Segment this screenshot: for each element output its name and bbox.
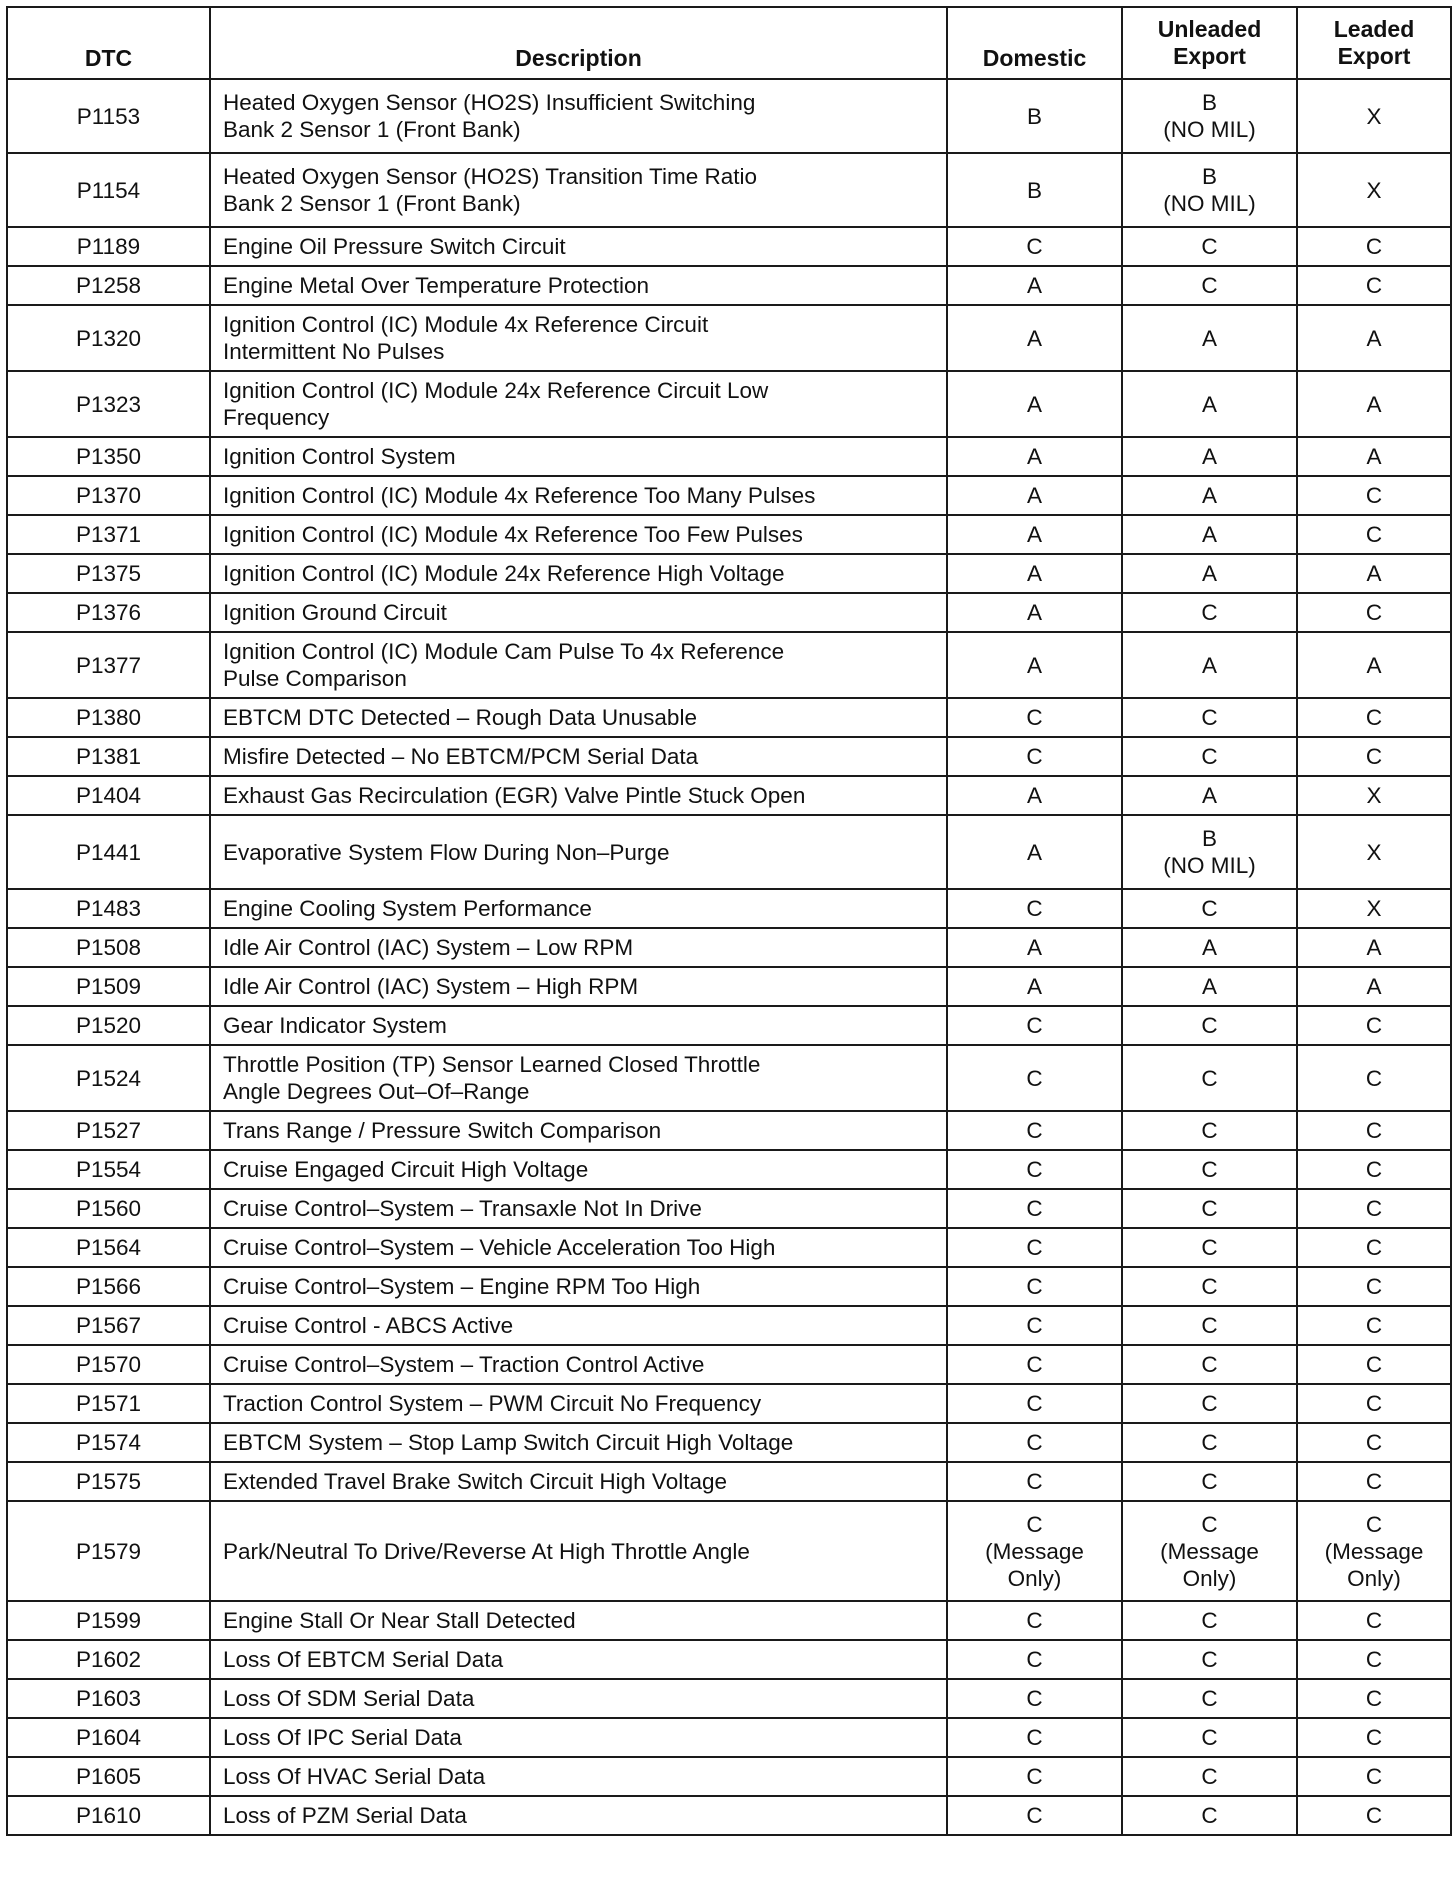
leaded-export-value: C — [1297, 515, 1451, 554]
table-row — [7, 815, 1451, 889]
dtc-code: P1380 — [7, 698, 210, 737]
dtc-description: Evaporative System Flow During Non–Purge — [210, 815, 947, 889]
unleaded-export-value: C — [1122, 1345, 1297, 1384]
unleaded-export-value: C — [1122, 1306, 1297, 1345]
dtc-description: Loss Of HVAC Serial Data — [210, 1757, 947, 1796]
unleaded-export-value: C — [1122, 737, 1297, 776]
dtc-code: P1579 — [7, 1501, 210, 1601]
dtc-description: Engine Stall Or Near Stall Detected — [210, 1601, 947, 1640]
header-leaded-export — [1297, 7, 1451, 79]
domestic-value: A — [947, 967, 1122, 1006]
dtc-description: Loss Of IPC Serial Data — [210, 1718, 947, 1757]
domestic-value: A — [947, 266, 1122, 305]
domestic-value: A — [947, 593, 1122, 632]
domestic-value: A — [947, 815, 1122, 889]
leaded-export-value: C — [1297, 1423, 1451, 1462]
header-dtc: DTC — [7, 7, 210, 79]
leaded-export-value: A — [1297, 967, 1451, 1006]
dtc-code: P1370 — [7, 476, 210, 515]
dtc-description: Extended Travel Brake Switch Circuit High Voltage — [210, 1462, 947, 1501]
unleaded-export-value: A — [1122, 632, 1297, 698]
table-row — [7, 437, 1451, 476]
dtc-description: Misfire Detected – No EBTCM/PCM Serial Data — [210, 737, 947, 776]
leaded-export-value: C — [1297, 1640, 1451, 1679]
leaded-export-value: C — [1297, 227, 1451, 266]
unleaded-export-value: B (NO MIL) — [1122, 815, 1297, 889]
header-domestic: Domestic — [947, 7, 1122, 79]
table-row — [7, 371, 1451, 437]
unleaded-export-value: A — [1122, 305, 1297, 371]
table-row — [7, 1423, 1451, 1462]
table-row — [7, 928, 1451, 967]
table-row — [7, 632, 1451, 698]
table-row — [7, 1111, 1451, 1150]
table-row — [7, 967, 1451, 1006]
dtc-table-page — [6, 6, 1450, 1836]
table-row — [7, 1679, 1451, 1718]
leaded-export-value: C — [1297, 593, 1451, 632]
unleaded-export-value: C — [1122, 1045, 1297, 1111]
table-row — [7, 1228, 1451, 1267]
table-row — [7, 593, 1451, 632]
leaded-export-value: A — [1297, 632, 1451, 698]
dtc-description: Cruise Control - ABCS Active — [210, 1306, 947, 1345]
dtc-code: P1377 — [7, 632, 210, 698]
header-row — [7, 7, 1451, 79]
table-row — [7, 698, 1451, 737]
dtc-code: P1574 — [7, 1423, 210, 1462]
unleaded-export-value: A — [1122, 554, 1297, 593]
header-leaded-line1: Leaded — [1333, 16, 1415, 42]
domestic-value: A — [947, 928, 1122, 967]
leaded-export-value: X — [1297, 889, 1451, 928]
domestic-value: C — [947, 1718, 1122, 1757]
unleaded-export-value: C — [1122, 1640, 1297, 1679]
leaded-export-value: C — [1297, 1228, 1451, 1267]
dtc-code: P1323 — [7, 371, 210, 437]
table-row — [7, 476, 1451, 515]
dtc-description: Cruise Engaged Circuit High Voltage — [210, 1150, 947, 1189]
dtc-description: Exhaust Gas Recirculation (EGR) Valve Pintle Stuck Open — [210, 776, 947, 815]
unleaded-export-value: A — [1122, 476, 1297, 515]
leaded-export-value: C — [1297, 1006, 1451, 1045]
dtc-code: P1610 — [7, 1796, 210, 1835]
dtc-description: Loss Of SDM Serial Data — [210, 1679, 947, 1718]
domestic-value: C — [947, 1640, 1122, 1679]
dtc-description: EBTCM DTC Detected – Rough Data Unusable — [210, 698, 947, 737]
leaded-export-value: C — [1297, 1150, 1451, 1189]
unleaded-export-value: C — [1122, 1189, 1297, 1228]
leaded-export-value: C — [1297, 737, 1451, 776]
dtc-description: Engine Metal Over Temperature Protection — [210, 266, 947, 305]
leaded-export-value: C — [1297, 698, 1451, 737]
domestic-value: A — [947, 305, 1122, 371]
dtc-description: Idle Air Control (IAC) System – High RPM — [210, 967, 947, 1006]
unleaded-export-value: C — [1122, 593, 1297, 632]
leaded-export-value: X — [1297, 79, 1451, 153]
dtc-description: Gear Indicator System — [210, 1006, 947, 1045]
dtc-code: P1527 — [7, 1111, 210, 1150]
dtc-code: P1602 — [7, 1640, 210, 1679]
table-row — [7, 1306, 1451, 1345]
table-row — [7, 266, 1451, 305]
table-row — [7, 1006, 1451, 1045]
dtc-code: P1570 — [7, 1345, 210, 1384]
header-unleaded-line2: Export — [1173, 43, 1246, 69]
domestic-value: C — [947, 1045, 1122, 1111]
dtc-code: P1483 — [7, 889, 210, 928]
dtc-code: P1375 — [7, 554, 210, 593]
domestic-value: C — [947, 227, 1122, 266]
domestic-value: C — [947, 1462, 1122, 1501]
dtc-description: Cruise Control–System – Traction Control Active — [210, 1345, 947, 1384]
table-row — [7, 1796, 1451, 1835]
dtc-code: P1604 — [7, 1718, 210, 1757]
domestic-value: A — [947, 632, 1122, 698]
table-row — [7, 1384, 1451, 1423]
table-row — [7, 889, 1451, 928]
dtc-code: P1441 — [7, 815, 210, 889]
unleaded-export-value: C — [1122, 1228, 1297, 1267]
unleaded-export-value: A — [1122, 776, 1297, 815]
domestic-value: B — [947, 79, 1122, 153]
dtc-code: P1258 — [7, 266, 210, 305]
unleaded-export-value: C — [1122, 1267, 1297, 1306]
leaded-export-value: A — [1297, 437, 1451, 476]
dtc-code: P1520 — [7, 1006, 210, 1045]
table-row — [7, 79, 1451, 153]
dtc-code: P1560 — [7, 1189, 210, 1228]
header-leaded-line2: Export — [1337, 43, 1411, 69]
leaded-export-value: C — [1297, 476, 1451, 515]
leaded-export-value: A — [1297, 371, 1451, 437]
dtc-description: EBTCM System – Stop Lamp Switch Circuit High Voltage — [210, 1423, 947, 1462]
dtc-description: Ignition Control (IC) Module 4x Reference Too Many Pulses — [210, 476, 947, 515]
dtc-description: Idle Air Control (IAC) System – Low RPM — [210, 928, 947, 967]
dtc-code: P1350 — [7, 437, 210, 476]
domestic-value: C — [947, 698, 1122, 737]
dtc-code: P1554 — [7, 1150, 210, 1189]
table-row — [7, 1267, 1451, 1306]
domestic-value: C (Message Only) — [947, 1501, 1122, 1601]
domestic-value: A — [947, 476, 1122, 515]
dtc-description: Throttle Position (TP) Sensor Learned Closed Throttle Angle Degrees Out–Of–Range — [210, 1045, 947, 1111]
leaded-export-value: C — [1297, 1796, 1451, 1835]
domestic-value: C — [947, 889, 1122, 928]
table-row — [7, 737, 1451, 776]
leaded-export-value: C — [1297, 1306, 1451, 1345]
dtc-description: Cruise Control–System – Engine RPM Too High — [210, 1267, 947, 1306]
dtc-code: P1599 — [7, 1601, 210, 1640]
unleaded-export-value: C — [1122, 227, 1297, 266]
domestic-value: C — [947, 1150, 1122, 1189]
table-row — [7, 1045, 1451, 1111]
domestic-value: C — [947, 1601, 1122, 1640]
dtc-description: Park/Neutral To Drive/Reverse At High Throttle Angle — [210, 1501, 947, 1601]
table-row — [7, 227, 1451, 266]
table-row — [7, 1640, 1451, 1679]
dtc-code: P1566 — [7, 1267, 210, 1306]
domestic-value: A — [947, 776, 1122, 815]
leaded-export-value: C — [1297, 266, 1451, 305]
dtc-description: Ignition Control (IC) Module 4x Reference Too Few Pulses — [210, 515, 947, 554]
dtc-code: P1524 — [7, 1045, 210, 1111]
leaded-export-value: X — [1297, 776, 1451, 815]
dtc-description: Engine Oil Pressure Switch Circuit — [210, 227, 947, 266]
dtc-description: Ignition Ground Circuit — [210, 593, 947, 632]
dtc-code: P1320 — [7, 305, 210, 371]
leaded-export-value: A — [1297, 305, 1451, 371]
leaded-export-value: C — [1297, 1384, 1451, 1423]
unleaded-export-value: C — [1122, 1423, 1297, 1462]
leaded-export-value: C — [1297, 1345, 1451, 1384]
dtc-description: Cruise Control–System – Transaxle Not In Drive — [210, 1189, 947, 1228]
domestic-value: C — [947, 1757, 1122, 1796]
dtc-code: P1381 — [7, 737, 210, 776]
dtc-description: Ignition Control (IC) Module Cam Pulse To 4x Reference Pulse Comparison — [210, 632, 947, 698]
unleaded-export-value: C — [1122, 1757, 1297, 1796]
unleaded-export-value: C — [1122, 266, 1297, 305]
header-unleaded-line1: Unleaded — [1157, 16, 1262, 42]
dtc-code: P1404 — [7, 776, 210, 815]
dtc-code: P1153 — [7, 79, 210, 153]
leaded-export-value: C — [1297, 1679, 1451, 1718]
leaded-export-value: C — [1297, 1462, 1451, 1501]
leaded-export-value: A — [1297, 554, 1451, 593]
leaded-export-value: A — [1297, 928, 1451, 967]
unleaded-export-value: A — [1122, 515, 1297, 554]
domestic-value: C — [947, 1679, 1122, 1718]
dtc-code: P1189 — [7, 227, 210, 266]
dtc-code: P1575 — [7, 1462, 210, 1501]
dtc-description: Heated Oxygen Sensor (HO2S) Transition Time Ratio Bank 2 Sensor 1 (Front Bank) — [210, 153, 947, 227]
domestic-value: B — [947, 153, 1122, 227]
unleaded-export-value: C — [1122, 1718, 1297, 1757]
dtc-description: Loss Of EBTCM Serial Data — [210, 1640, 947, 1679]
domestic-value: C — [947, 1189, 1122, 1228]
domestic-value: C — [947, 737, 1122, 776]
dtc-description: Ignition Control System — [210, 437, 947, 476]
dtc-code: P1509 — [7, 967, 210, 1006]
domestic-value: A — [947, 515, 1122, 554]
domestic-value: C — [947, 1228, 1122, 1267]
unleaded-export-value: B (NO MIL) — [1122, 153, 1297, 227]
unleaded-export-value: C — [1122, 1384, 1297, 1423]
dtc-description: Heated Oxygen Sensor (HO2S) Insufficient Switching Bank 2 Sensor 1 (Front Bank) — [210, 79, 947, 153]
unleaded-export-value: C — [1122, 1006, 1297, 1045]
unleaded-export-value: C — [1122, 1111, 1297, 1150]
dtc-code: P1567 — [7, 1306, 210, 1345]
leaded-export-value: X — [1297, 815, 1451, 889]
unleaded-export-value: A — [1122, 928, 1297, 967]
unleaded-export-value: A — [1122, 371, 1297, 437]
leaded-export-value: C — [1297, 1718, 1451, 1757]
leaded-export-value: C — [1297, 1111, 1451, 1150]
table-row — [7, 1718, 1451, 1757]
leaded-export-value: C — [1297, 1267, 1451, 1306]
domestic-value: C — [947, 1384, 1122, 1423]
dtc-code: P1571 — [7, 1384, 210, 1423]
domestic-value: C — [947, 1423, 1122, 1462]
dtc-description: Cruise Control–System – Vehicle Acceleration Too High — [210, 1228, 947, 1267]
leaded-export-value: C (Message Only) — [1297, 1501, 1451, 1601]
table-row — [7, 1601, 1451, 1640]
leaded-export-value: C — [1297, 1757, 1451, 1796]
header-unleaded-export — [1122, 7, 1297, 79]
domestic-value: C — [947, 1267, 1122, 1306]
domestic-value: A — [947, 437, 1122, 476]
domestic-value: A — [947, 371, 1122, 437]
dtc-description: Loss of PZM Serial Data — [210, 1796, 947, 1835]
unleaded-export-value: C — [1122, 1150, 1297, 1189]
unleaded-export-value: C — [1122, 1679, 1297, 1718]
table-row — [7, 305, 1451, 371]
domestic-value: C — [947, 1306, 1122, 1345]
leaded-export-value: X — [1297, 153, 1451, 227]
leaded-export-value: C — [1297, 1189, 1451, 1228]
table-row — [7, 1757, 1451, 1796]
dtc-table — [6, 6, 1452, 1836]
dtc-description: Traction Control System – PWM Circuit No Frequency — [210, 1384, 947, 1423]
dtc-code: P1605 — [7, 1757, 210, 1796]
leaded-export-value: C — [1297, 1601, 1451, 1640]
unleaded-export-value: C (Message Only) — [1122, 1501, 1297, 1601]
domestic-value: C — [947, 1796, 1122, 1835]
dtc-code: P1564 — [7, 1228, 210, 1267]
table-body — [7, 79, 1451, 1835]
table-row — [7, 1501, 1451, 1601]
table-row — [7, 776, 1451, 815]
unleaded-export-value: C — [1122, 889, 1297, 928]
dtc-code: P1371 — [7, 515, 210, 554]
dtc-code: P1508 — [7, 928, 210, 967]
domestic-value: C — [947, 1006, 1122, 1045]
header-description: Description — [210, 7, 947, 79]
unleaded-export-value: B (NO MIL) — [1122, 79, 1297, 153]
dtc-description: Trans Range / Pressure Switch Comparison — [210, 1111, 947, 1150]
leaded-export-value: C — [1297, 1045, 1451, 1111]
unleaded-export-value: A — [1122, 437, 1297, 476]
dtc-description: Engine Cooling System Performance — [210, 889, 947, 928]
table-row — [7, 1345, 1451, 1384]
dtc-description: Ignition Control (IC) Module 24x Reference Circuit Low Frequency — [210, 371, 947, 437]
table-row — [7, 153, 1451, 227]
unleaded-export-value: A — [1122, 967, 1297, 1006]
table-row — [7, 554, 1451, 593]
unleaded-export-value: C — [1122, 1462, 1297, 1501]
table-row — [7, 1150, 1451, 1189]
table-row — [7, 515, 1451, 554]
dtc-description: Ignition Control (IC) Module 4x Reference Circuit Intermittent No Pulses — [210, 305, 947, 371]
unleaded-export-value: C — [1122, 698, 1297, 737]
dtc-code: P1603 — [7, 1679, 210, 1718]
domestic-value: C — [947, 1345, 1122, 1384]
table-row — [7, 1462, 1451, 1501]
dtc-code: P1154 — [7, 153, 210, 227]
domestic-value: A — [947, 554, 1122, 593]
domestic-value: C — [947, 1111, 1122, 1150]
dtc-description: Ignition Control (IC) Module 24x Reference High Voltage — [210, 554, 947, 593]
dtc-code: P1376 — [7, 593, 210, 632]
table-row — [7, 1189, 1451, 1228]
unleaded-export-value: C — [1122, 1601, 1297, 1640]
unleaded-export-value: C — [1122, 1796, 1297, 1835]
